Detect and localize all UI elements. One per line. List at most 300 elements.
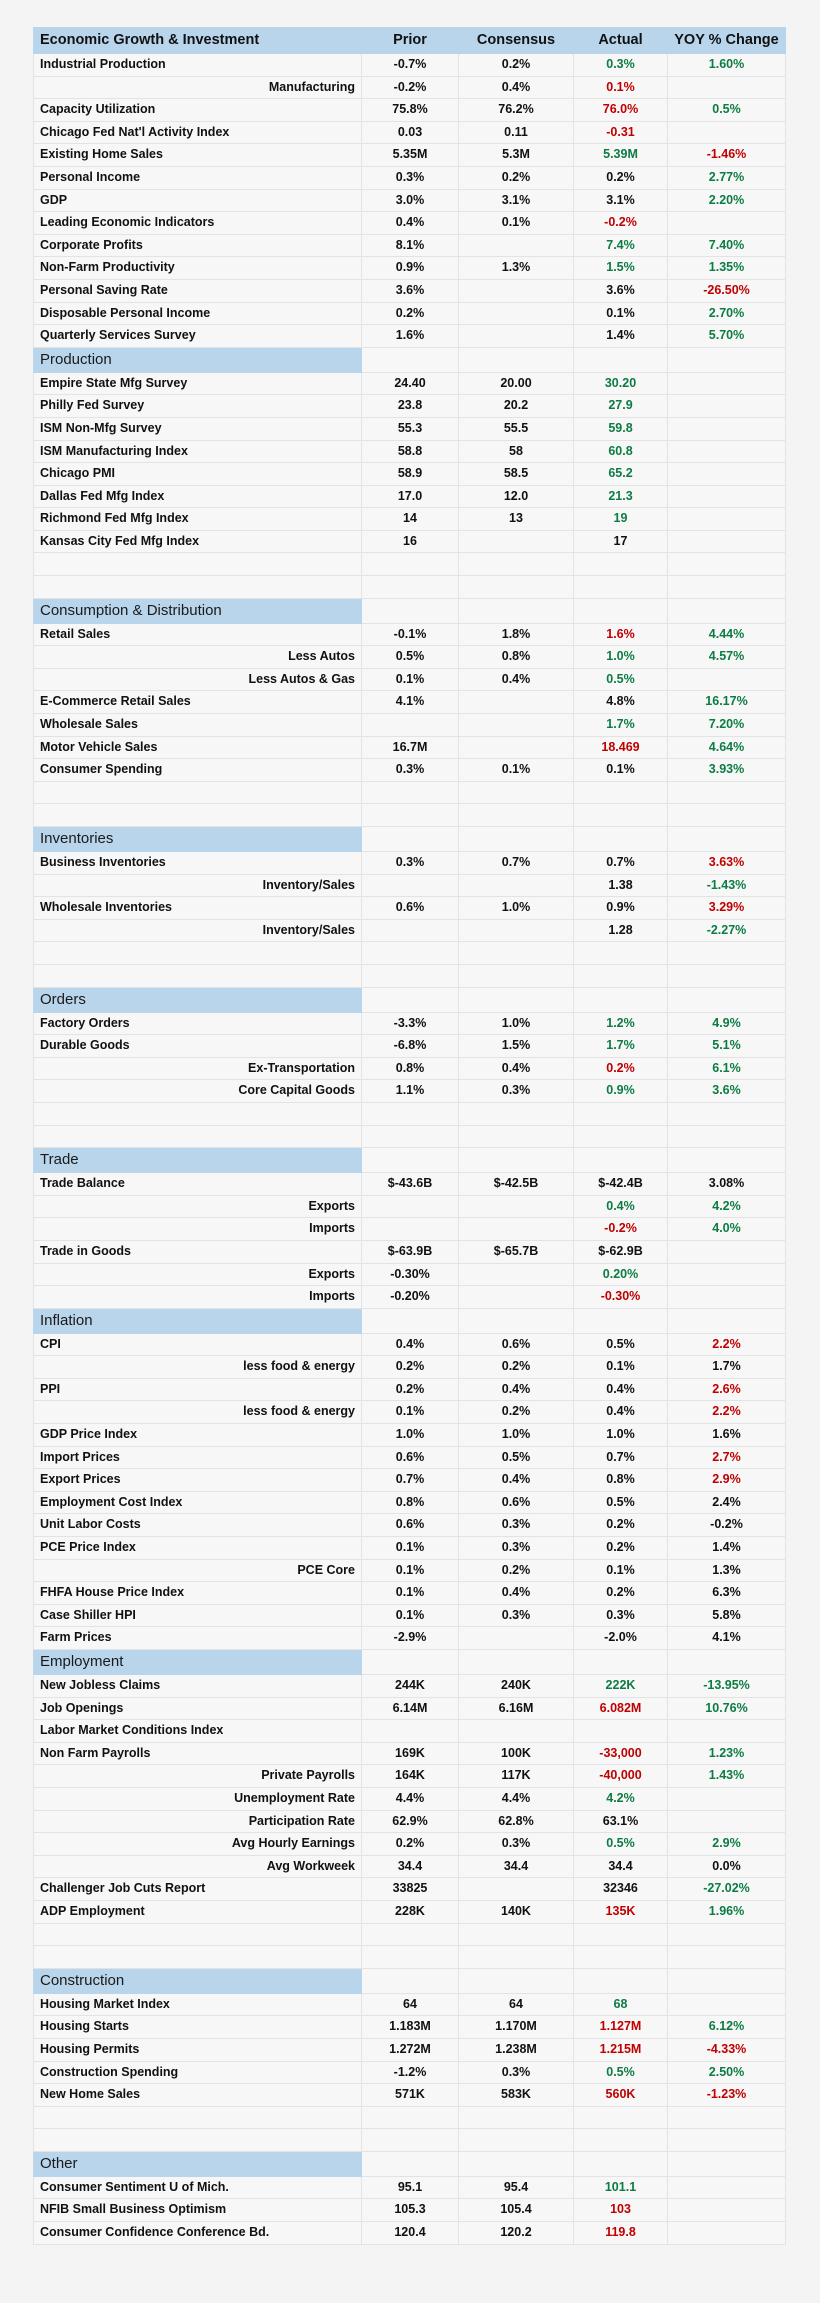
cell-prior: 5.35M	[362, 144, 459, 167]
indicator-label: Retail Sales	[34, 623, 362, 646]
spacer-cell-yoy	[668, 1923, 786, 1946]
cell-actual: 4.8%	[574, 691, 668, 714]
cell-yoy: 2.9%	[668, 1833, 786, 1856]
cell-actual: 3.1%	[574, 189, 668, 212]
table-row	[34, 1012, 786, 1035]
cell-actual: 0.4%	[574, 1195, 668, 1218]
cell-consensus: 0.4%	[459, 1057, 574, 1080]
cell-prior: 0.03	[362, 121, 459, 144]
section-blank-cell-actual	[574, 1148, 668, 1173]
cell-actual: 7.4%	[574, 234, 668, 257]
cell-consensus	[459, 325, 574, 348]
cell-yoy	[668, 1787, 786, 1810]
cell-actual: 60.8	[574, 440, 668, 463]
cell-consensus: 20.00	[459, 372, 574, 395]
cell-prior: 58.9	[362, 463, 459, 486]
spacer-cell-yoy	[668, 1102, 786, 1125]
cell-actual: 1.7%	[574, 714, 668, 737]
cell-actual: 0.3%	[574, 1604, 668, 1627]
cell-prior: 64	[362, 1993, 459, 2016]
cell-prior	[362, 714, 459, 737]
table-row	[34, 463, 786, 486]
cell-prior: 75.8%	[362, 99, 459, 122]
cell-prior: 34.4	[362, 1855, 459, 1878]
cell-actual: 1.127M	[574, 2016, 668, 2039]
table-row	[34, 1878, 786, 1901]
spacer-row	[34, 1946, 786, 1969]
cell-consensus	[459, 736, 574, 759]
indicator-label: CPI	[34, 1333, 362, 1356]
cell-prior	[362, 1218, 459, 1241]
cell-prior: 0.2%	[362, 1378, 459, 1401]
table-row	[34, 302, 786, 325]
cell-actual: 0.2%	[574, 1057, 668, 1080]
cell-actual: 63.1%	[574, 1810, 668, 1833]
indicator-sublabel: Participation Rate	[34, 1810, 362, 1833]
table-row	[34, 1697, 786, 1720]
cell-actual: 0.8%	[574, 1469, 668, 1492]
cell-actual: 1.4%	[574, 325, 668, 348]
cell-yoy: 0.0%	[668, 1855, 786, 1878]
section-blank-cell-actual	[574, 827, 668, 852]
indicator-label: Non-Farm Productivity	[34, 257, 362, 280]
cell-prior: $-43.6B	[362, 1173, 459, 1196]
cell-prior: -0.7%	[362, 54, 459, 77]
indicator-label: Employment Cost Index	[34, 1491, 362, 1514]
cell-consensus: 0.2%	[459, 1559, 574, 1582]
cell-yoy: 1.35%	[668, 257, 786, 280]
indicator-sublabel: Unemployment Rate	[34, 1787, 362, 1810]
indicator-label: FHFA House Price Index	[34, 1582, 362, 1605]
indicator-label: Labor Market Conditions Index	[34, 1720, 362, 1743]
cell-consensus: 0.8%	[459, 646, 574, 669]
cell-yoy: -26.50%	[668, 279, 786, 302]
cell-actual: 0.1%	[574, 76, 668, 99]
spacer-cell-prior	[362, 964, 459, 987]
spacer-cell-consensus	[459, 553, 574, 576]
spacer-cell-consensus	[459, 1102, 574, 1125]
cell-yoy: 1.43%	[668, 1765, 786, 1788]
cell-consensus: 3.1%	[459, 189, 574, 212]
cell-yoy	[668, 1263, 786, 1286]
indicator-label: ADP Employment	[34, 1900, 362, 1923]
indicator-label: Import Prices	[34, 1446, 362, 1469]
table-row	[34, 1627, 786, 1650]
cell-consensus: 1.238M	[459, 2038, 574, 2061]
cell-yoy: 2.7%	[668, 1446, 786, 1469]
spacer-row	[34, 781, 786, 804]
table-row	[34, 508, 786, 531]
indicator-label: Business Inventories	[34, 852, 362, 875]
column-header-prior: Prior	[362, 28, 459, 54]
column-header-yoy: YOY % Change	[668, 28, 786, 54]
cell-consensus: 240K	[459, 1675, 574, 1698]
indicator-label: Job Openings	[34, 1697, 362, 1720]
indicator-label: Trade in Goods	[34, 1240, 362, 1263]
cell-consensus: 0.1%	[459, 759, 574, 782]
indicator-label: PPI	[34, 1378, 362, 1401]
cell-yoy: 2.50%	[668, 2061, 786, 2084]
cell-yoy: 5.1%	[668, 1035, 786, 1058]
cell-actual: -0.2%	[574, 212, 668, 235]
indicator-sublabel: Core Capital Goods	[34, 1080, 362, 1103]
spacer-cell-yoy	[668, 576, 786, 599]
table-row	[34, 1833, 786, 1856]
cell-actual: 68	[574, 1993, 668, 2016]
cell-yoy: 4.44%	[668, 623, 786, 646]
spacer-cell-actual	[574, 1946, 668, 1969]
spacer-cell-consensus	[459, 1125, 574, 1148]
cell-consensus: 55.5	[459, 417, 574, 440]
spacer-row	[34, 2106, 786, 2129]
section-blank-cell-yoy	[668, 1148, 786, 1173]
cell-consensus: 12.0	[459, 485, 574, 508]
spacer-row	[34, 553, 786, 576]
cell-prior: 0.1%	[362, 1604, 459, 1627]
section-title: Production	[34, 347, 362, 372]
cell-prior: -0.20%	[362, 1286, 459, 1309]
table-row	[34, 1742, 786, 1765]
table-header-row	[34, 28, 786, 54]
cell-consensus	[459, 691, 574, 714]
cell-consensus: 1.170M	[459, 2016, 574, 2039]
cell-actual: 21.3	[574, 485, 668, 508]
table-row	[34, 1675, 786, 1698]
indicator-label: Unit Labor Costs	[34, 1514, 362, 1537]
cell-actual: 30.20	[574, 372, 668, 395]
column-header-consensus: Consensus	[459, 28, 574, 54]
cell-yoy: 2.2%	[668, 1401, 786, 1424]
cell-actual: -33,000	[574, 1742, 668, 1765]
cell-yoy	[668, 121, 786, 144]
indicator-label: Wholesale Sales	[34, 714, 362, 737]
indicator-label: Industrial Production	[34, 54, 362, 77]
cell-consensus: 1.0%	[459, 1012, 574, 1035]
cell-consensus	[459, 919, 574, 942]
spacer-cell-consensus	[459, 576, 574, 599]
spacer-cell-consensus	[459, 1946, 574, 1969]
cell-consensus: 0.1%	[459, 212, 574, 235]
indicator-label: Factory Orders	[34, 1012, 362, 1035]
spacer-row	[34, 1102, 786, 1125]
cell-yoy	[668, 440, 786, 463]
table-row	[34, 212, 786, 235]
cell-actual: 1.0%	[574, 646, 668, 669]
spacer-cell	[34, 804, 362, 827]
cell-actual: 0.2%	[574, 166, 668, 189]
cell-consensus: 5.3M	[459, 144, 574, 167]
cell-consensus: 62.8%	[459, 1810, 574, 1833]
table-row	[34, 279, 786, 302]
cell-prior	[362, 919, 459, 942]
cell-prior: 6.14M	[362, 1697, 459, 1720]
cell-yoy	[668, 485, 786, 508]
table-row	[34, 1787, 786, 1810]
spacer-cell	[34, 2106, 362, 2129]
cell-yoy: 3.6%	[668, 1080, 786, 1103]
table-row	[34, 485, 786, 508]
cell-yoy	[668, 1286, 786, 1309]
table-row	[34, 1469, 786, 1492]
cell-actual: 1.28	[574, 919, 668, 942]
spacer-cell-prior	[362, 781, 459, 804]
spacer-cell-yoy	[668, 942, 786, 965]
table-row	[34, 1218, 786, 1241]
indicator-label: ISM Manufacturing Index	[34, 440, 362, 463]
indicator-label: Empire State Mfg Survey	[34, 372, 362, 395]
indicator-label: Personal Income	[34, 166, 362, 189]
section-blank-cell-consensus	[459, 987, 574, 1012]
cell-yoy: 1.3%	[668, 1559, 786, 1582]
spacer-row	[34, 1923, 786, 1946]
cell-consensus: 100K	[459, 1742, 574, 1765]
indicator-label: Corporate Profits	[34, 234, 362, 257]
cell-actual: 32346	[574, 1878, 668, 1901]
cell-prior: 244K	[362, 1675, 459, 1698]
cell-actual: 0.1%	[574, 759, 668, 782]
section-blank-cell-consensus	[459, 1968, 574, 1993]
cell-yoy: 2.9%	[668, 1469, 786, 1492]
cell-prior: 0.2%	[362, 1833, 459, 1856]
table-row	[34, 874, 786, 897]
spacer-cell-actual	[574, 1923, 668, 1946]
indicator-label: Richmond Fed Mfg Index	[34, 508, 362, 531]
table-row	[34, 234, 786, 257]
cell-consensus: 0.6%	[459, 1491, 574, 1514]
cell-prior	[362, 1720, 459, 1743]
cell-prior: 0.6%	[362, 1514, 459, 1537]
cell-actual: 0.5%	[574, 1333, 668, 1356]
cell-yoy	[668, 508, 786, 531]
indicator-label: GDP Price Index	[34, 1424, 362, 1447]
cell-actual: 0.2%	[574, 1514, 668, 1537]
spacer-cell-consensus	[459, 942, 574, 965]
cell-prior: 0.1%	[362, 1559, 459, 1582]
section-blank-cell-consensus	[459, 1308, 574, 1333]
spacer-cell	[34, 2129, 362, 2152]
table-row	[34, 919, 786, 942]
cell-consensus	[459, 1720, 574, 1743]
indicator-label: Personal Saving Rate	[34, 279, 362, 302]
indicator-label: New Jobless Claims	[34, 1675, 362, 1698]
indicator-label: Durable Goods	[34, 1035, 362, 1058]
spacer-cell-yoy	[668, 781, 786, 804]
cell-prior: 23.8	[362, 395, 459, 418]
cell-prior: 0.8%	[362, 1491, 459, 1514]
spacer-cell	[34, 553, 362, 576]
cell-actual: $-62.9B	[574, 1240, 668, 1263]
section-header-row	[34, 1148, 786, 1173]
table-row	[34, 1080, 786, 1103]
spacer-row	[34, 942, 786, 965]
section-title: Employment	[34, 1650, 362, 1675]
cell-consensus: 0.6%	[459, 1333, 574, 1356]
spacer-cell-prior	[362, 942, 459, 965]
table-row	[34, 1446, 786, 1469]
spacer-cell	[34, 781, 362, 804]
section-blank-cell-yoy	[668, 1968, 786, 1993]
cell-yoy	[668, 668, 786, 691]
cell-actual: 0.5%	[574, 2061, 668, 2084]
cell-yoy: 2.20%	[668, 189, 786, 212]
cell-actual: 76.0%	[574, 99, 668, 122]
spacer-cell-yoy	[668, 2106, 786, 2129]
cell-actual: 19	[574, 508, 668, 531]
cell-actual: 0.2%	[574, 1537, 668, 1560]
cell-consensus: 1.5%	[459, 1035, 574, 1058]
cell-prior: 0.3%	[362, 759, 459, 782]
cell-consensus	[459, 1218, 574, 1241]
spacer-cell-prior	[362, 804, 459, 827]
cell-actual: 101.1	[574, 2176, 668, 2199]
spacer-cell-actual	[574, 2129, 668, 2152]
table-row	[34, 852, 786, 875]
cell-yoy	[668, 530, 786, 553]
cell-prior: 3.0%	[362, 189, 459, 212]
cell-prior	[362, 1195, 459, 1218]
cell-consensus: 95.4	[459, 2176, 574, 2199]
indicator-label: Kansas City Fed Mfg Index	[34, 530, 362, 553]
cell-prior: 1.272M	[362, 2038, 459, 2061]
cell-prior: 0.7%	[362, 1469, 459, 1492]
table-row	[34, 1057, 786, 1080]
cell-actual: 65.2	[574, 463, 668, 486]
table-row	[34, 736, 786, 759]
cell-actual: 0.9%	[574, 1080, 668, 1103]
cell-consensus: 13	[459, 508, 574, 531]
table-row	[34, 54, 786, 77]
indicator-label: Existing Home Sales	[34, 144, 362, 167]
cell-consensus: 0.7%	[459, 852, 574, 875]
cell-actual: 18.469	[574, 736, 668, 759]
table-row	[34, 1240, 786, 1263]
spacer-cell-yoy	[668, 1125, 786, 1148]
indicator-label: Capacity Utilization	[34, 99, 362, 122]
spacer-cell-yoy	[668, 964, 786, 987]
indicator-sublabel: Inventory/Sales	[34, 919, 362, 942]
table-row	[34, 189, 786, 212]
table-row	[34, 1195, 786, 1218]
cell-consensus	[459, 530, 574, 553]
cell-consensus: $-42.5B	[459, 1173, 574, 1196]
spacer-cell-prior	[362, 2129, 459, 2152]
indicator-label: Consumer Confidence Conference Bd.	[34, 2222, 362, 2245]
section-blank-cell-actual	[574, 1650, 668, 1675]
indicator-label: Philly Fed Survey	[34, 395, 362, 418]
cell-consensus: 0.4%	[459, 1582, 574, 1605]
cell-yoy: 4.2%	[668, 1195, 786, 1218]
section-blank-cell-consensus	[459, 598, 574, 623]
section-title: Other	[34, 2151, 362, 2176]
section-blank-cell-actual	[574, 598, 668, 623]
section-title: Consumption & Distribution	[34, 598, 362, 623]
cell-consensus: 0.4%	[459, 1469, 574, 1492]
cell-yoy	[668, 372, 786, 395]
section-header-row	[34, 1650, 786, 1675]
cell-prior: 24.40	[362, 372, 459, 395]
cell-prior: 0.6%	[362, 897, 459, 920]
cell-yoy: -0.2%	[668, 1514, 786, 1537]
cell-prior: 0.3%	[362, 166, 459, 189]
table-row	[34, 417, 786, 440]
section-blank-cell-yoy	[668, 347, 786, 372]
section-blank-cell-yoy	[668, 2151, 786, 2176]
section-header-row	[34, 347, 786, 372]
spacer-cell-prior	[362, 576, 459, 599]
column-header-category: Economic Growth & Investment	[34, 28, 362, 54]
cell-consensus: 583K	[459, 2084, 574, 2107]
table-row	[34, 395, 786, 418]
cell-yoy: 1.60%	[668, 54, 786, 77]
section-blank-cell-prior	[362, 2151, 459, 2176]
table-row	[34, 121, 786, 144]
table-row	[34, 440, 786, 463]
section-blank-cell-yoy	[668, 1308, 786, 1333]
spacer-cell-consensus	[459, 781, 574, 804]
cell-yoy: 1.6%	[668, 1424, 786, 1447]
table-row	[34, 372, 786, 395]
cell-actual	[574, 1720, 668, 1743]
section-blank-cell-actual	[574, 347, 668, 372]
cell-yoy: 1.4%	[668, 1537, 786, 1560]
cell-yoy: 6.1%	[668, 1057, 786, 1080]
cell-yoy: 2.4%	[668, 1491, 786, 1514]
table-row	[34, 2061, 786, 2084]
table-row	[34, 2084, 786, 2107]
cell-prior: 0.3%	[362, 852, 459, 875]
cell-yoy	[668, 1720, 786, 1743]
cell-actual: -0.30%	[574, 1286, 668, 1309]
cell-yoy: 3.63%	[668, 852, 786, 875]
cell-consensus: 0.4%	[459, 1378, 574, 1401]
cell-prior: -0.1%	[362, 623, 459, 646]
cell-consensus: 0.2%	[459, 54, 574, 77]
indicator-sublabel: Less Autos	[34, 646, 362, 669]
cell-prior: -3.3%	[362, 1012, 459, 1035]
section-title: Construction	[34, 1968, 362, 1993]
table-row	[34, 2176, 786, 2199]
table-row	[34, 1855, 786, 1878]
cell-yoy	[668, 2222, 786, 2245]
cell-actual: 1.2%	[574, 1012, 668, 1035]
section-blank-cell-prior	[362, 347, 459, 372]
cell-yoy	[668, 1993, 786, 2016]
cell-consensus	[459, 714, 574, 737]
cell-prior: 62.9%	[362, 1810, 459, 1833]
indicator-label: Chicago PMI	[34, 463, 362, 486]
indicator-sublabel: Exports	[34, 1263, 362, 1286]
indicator-label: E-Commerce Retail Sales	[34, 691, 362, 714]
section-blank-cell-prior	[362, 1650, 459, 1675]
cell-yoy: 2.77%	[668, 166, 786, 189]
table-body	[34, 54, 786, 2245]
indicator-label: GDP	[34, 189, 362, 212]
indicator-label: Consumer Sentiment U of Mich.	[34, 2176, 362, 2199]
table-row	[34, 257, 786, 280]
indicator-sublabel: Imports	[34, 1286, 362, 1309]
cell-actual: 0.2%	[574, 1582, 668, 1605]
spacer-cell	[34, 1946, 362, 1969]
economic-indicators-sheet	[33, 27, 785, 2245]
cell-yoy: -1.46%	[668, 144, 786, 167]
cell-actual: 222K	[574, 1675, 668, 1698]
cell-yoy: -4.33%	[668, 2038, 786, 2061]
cell-prior: -1.2%	[362, 2061, 459, 2084]
section-blank-cell-actual	[574, 2151, 668, 2176]
table-row	[34, 1993, 786, 2016]
cell-yoy	[668, 1810, 786, 1833]
cell-consensus	[459, 1286, 574, 1309]
